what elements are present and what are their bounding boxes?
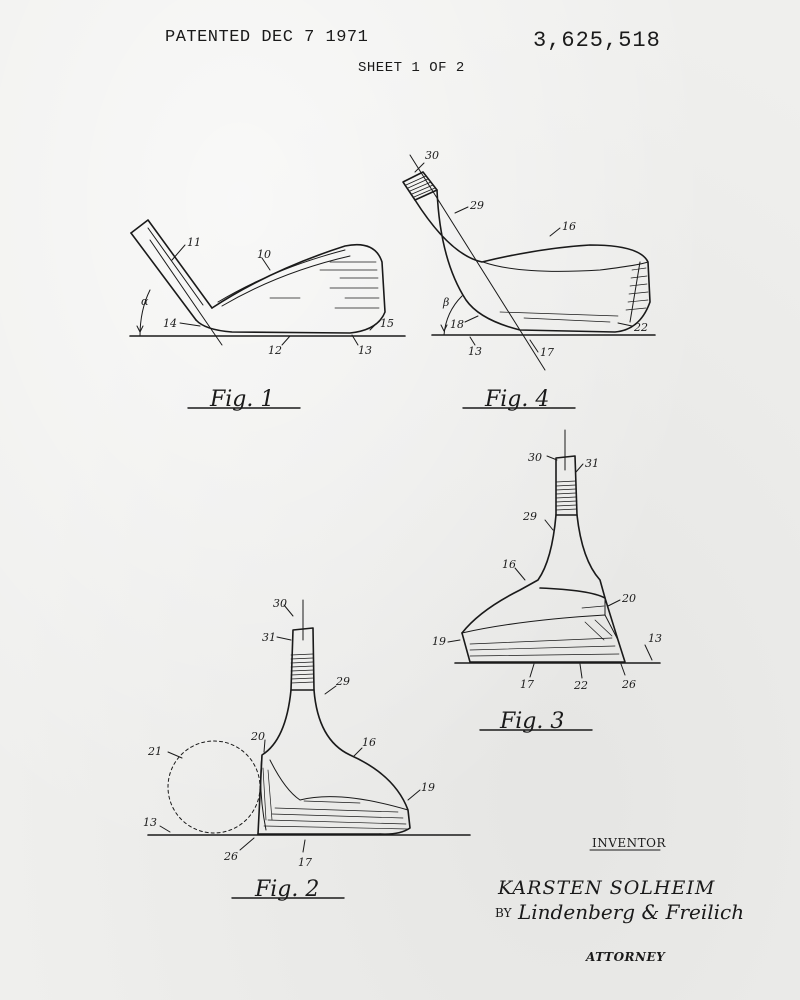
inventor-label: INVENTOR	[592, 836, 667, 850]
sheet-number: SHEET 1 OF 2	[358, 60, 465, 76]
fig2-wood-front-view	[148, 600, 470, 852]
ref-fig4-beta: β	[443, 296, 450, 309]
ref-fig2-20: 20	[251, 730, 265, 743]
ref-fig4-29: 29	[470, 199, 484, 212]
ref-fig3-16: 16	[502, 558, 516, 571]
figure-label-underlines	[188, 408, 592, 898]
ref-fig2-16: 16	[362, 736, 376, 749]
reference-numerals	[141, 149, 662, 869]
ref-fig2-19: 19	[421, 781, 435, 794]
fig3-label: Fig. 3	[500, 709, 565, 734]
ref-fig1-13: 13	[358, 344, 372, 357]
fig1-label: Fig. 1	[210, 387, 275, 412]
ref-fig3-30: 30	[528, 451, 542, 464]
ref-fig4-16: 16	[562, 220, 576, 233]
fig3-wood-perspective	[448, 430, 660, 678]
ref-fig4-18: 18	[450, 318, 464, 331]
inventor-name: KARSTEN SOLHEIM	[498, 877, 716, 899]
patent-date: PATENTED DEC 7 1971	[165, 28, 369, 47]
ref-fig1-15: 15	[380, 317, 394, 330]
ref-fig3-19: 19	[432, 635, 446, 648]
ref-fig2-13: 13	[143, 816, 157, 829]
by-label: BY	[495, 906, 512, 920]
figure-labels	[209, 387, 564, 902]
ref-fig2-21: 21	[148, 745, 162, 758]
ref-fig2-30: 30	[273, 597, 287, 610]
attorney-label: ATTORNEY	[586, 950, 666, 964]
fig4-label: Fig. 4	[485, 387, 550, 412]
ref-fig3-29: 29	[523, 510, 537, 523]
ref-fig3-13: 13	[648, 632, 662, 645]
patent-number: 3,625,518	[533, 28, 661, 53]
ref-fig4-30: 30	[425, 149, 439, 162]
ref-fig1-10: 10	[257, 248, 271, 261]
ref-fig2-29: 29	[336, 675, 350, 688]
ref-fig1-11: 11	[187, 236, 201, 249]
ref-fig3-20: 20	[622, 592, 636, 605]
ref-fig2-17: 17	[298, 856, 312, 869]
ref-fig4-22: 22	[634, 321, 648, 334]
ref-fig3-17: 17	[520, 678, 534, 691]
ref-fig1-14: 14	[163, 317, 177, 330]
ref-fig1-alpha: α	[141, 295, 149, 308]
ref-fig3-22: 22	[574, 679, 588, 692]
ref-fig2-31: 31	[262, 631, 276, 644]
fig2-label: Fig. 2	[255, 877, 320, 902]
ref-fig4-13: 13	[468, 345, 482, 358]
ref-fig3-26: 26	[622, 678, 636, 691]
ref-fig1-12: 12	[268, 344, 282, 357]
ref-fig2-26: 26	[224, 850, 238, 863]
attorney-signature: Lindenberg & Freilich	[518, 900, 745, 924]
ref-fig3-31: 31	[585, 457, 599, 470]
fig4-wood-side-view	[403, 155, 655, 370]
ref-fig4-17: 17	[540, 346, 554, 359]
